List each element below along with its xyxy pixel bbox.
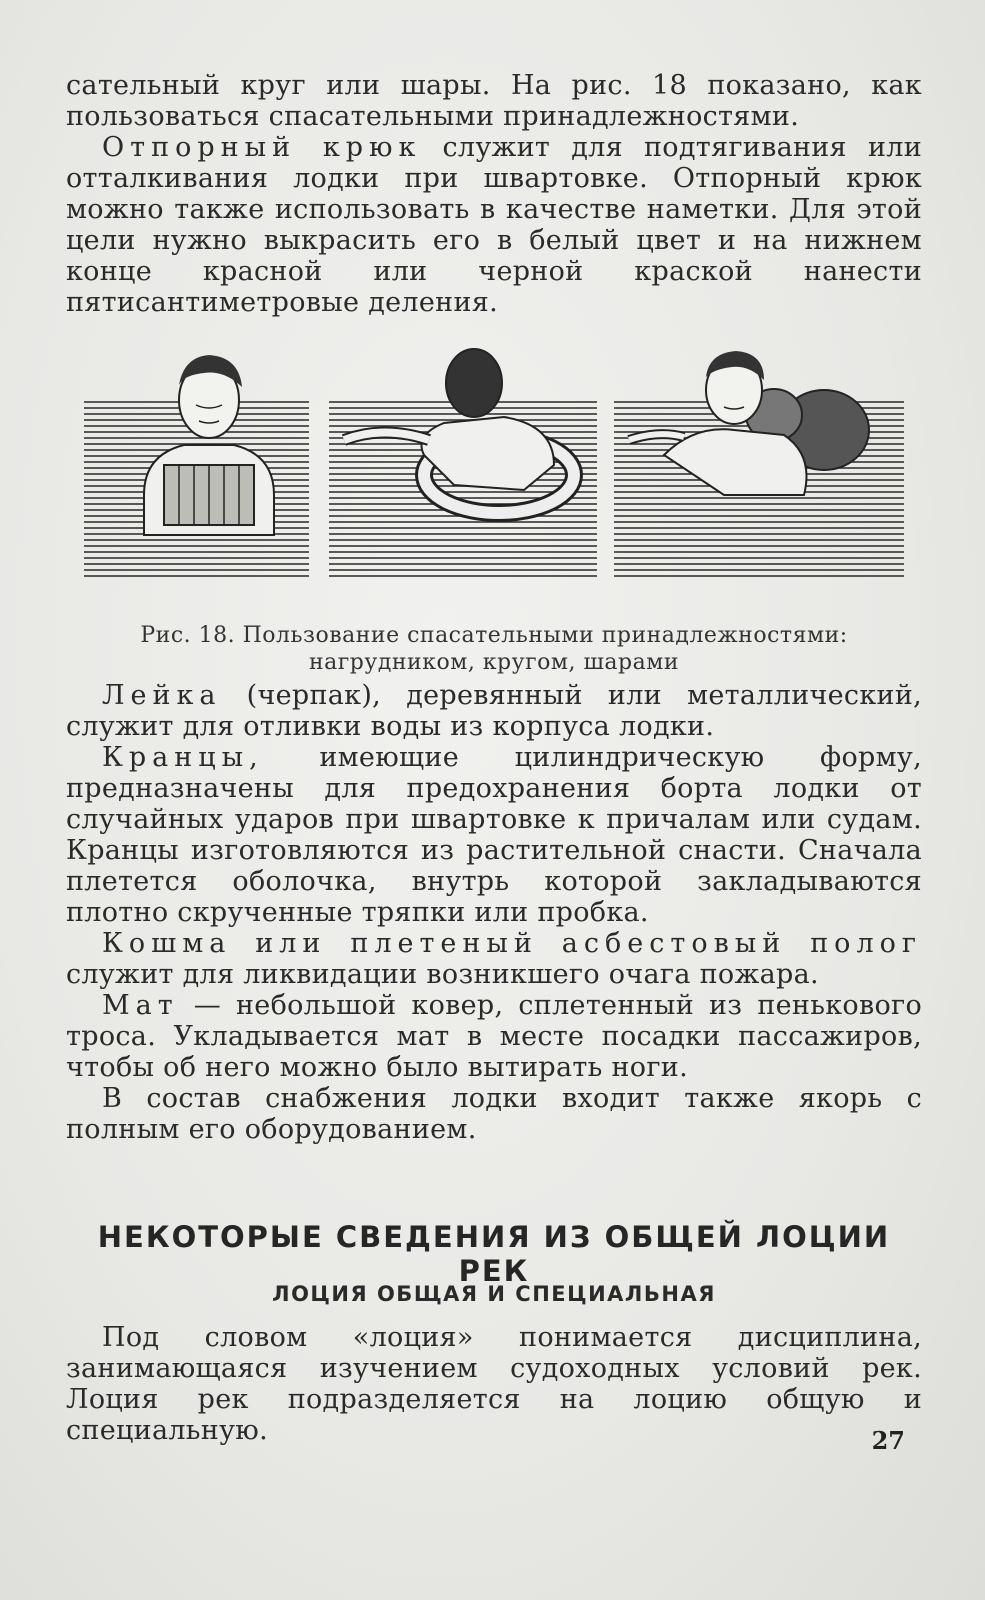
figure-caption — [66, 622, 922, 676]
anchor-paragraph: В состав снабжения лодки входит также якорь с полным его оборудованием. — [66, 1083, 922, 1145]
page-number: 27 — [871, 1426, 905, 1455]
section-title: НЕКОТОРЫЕ СВЕДЕНИЯ ИЗ ОБЩЕЙ ЛОЦИИ РЕК — [97, 1220, 891, 1288]
caption-line1: Рис. 18. Пользование спасательными принадлежностями: — [140, 623, 848, 648]
subsection-title: ЛОЦИЯ ОБЩАЯ И СПЕЦИАЛЬНАЯ — [272, 1282, 716, 1306]
bailer-paragraph — [66, 680, 922, 742]
figure-18-illustration — [84, 345, 904, 595]
mat-paragraph — [66, 990, 922, 1083]
caption-line2: нагрудником, кругом, шарами — [309, 650, 679, 675]
panel-life-vest — [84, 355, 309, 580]
mat-term: Мат — [102, 990, 179, 1021]
bailer-term: Лейка — [102, 680, 222, 711]
fenders-text: имеющие цилиндрическую форму, предназначены для предохранения борта лодки от случайных ударов при швартовке к причалам или судам. Кранцы изготовляются из растительной снасти. Сначала плетется оболочка, внутрь которой закладываются плотно скрученные тряпки или пробка. — [66, 742, 922, 928]
middle-text — [66, 680, 922, 1145]
felt-text: служит для ликвидации возникшего очага пожара. — [66, 959, 819, 990]
intro-paragraph: сательный круг или шары. На рис. 18 показано, как пользоваться спасательными принадлежностями. — [66, 70, 922, 132]
fenders-paragraph — [66, 742, 922, 928]
top-text — [66, 70, 922, 318]
panel-floats — [614, 351, 904, 580]
felt-paragraph — [66, 928, 922, 990]
panel-life-ring — [329, 349, 597, 580]
hook-text: служит для подтягивания или отталкивания лодки при швартовке. Отпорный крюк можно также использовать в качестве наметки. Для этой цели нужно выкрасить его в белый цвет и на нижнем конце красной или черной краской нанести пятисантиметровые деления. — [66, 132, 922, 318]
felt-term: Кошма или плетеный асбестовый полог — [102, 928, 922, 959]
bottom-text — [66, 1322, 922, 1446]
fenders-term: Кранцы, — [102, 742, 264, 773]
mat-text: — небольшой ковер, сплетенный из пенькового троса. Укладывается мат в месте посадки пассажиров, чтобы об него можно было вытирать ноги. — [66, 990, 922, 1083]
hook-paragraph — [66, 132, 922, 318]
hook-term: Отпорный крюк — [102, 132, 422, 163]
bailer-text: (черпак), деревянный или металлический, служит для отливки воды из корпуса лодки. — [66, 680, 922, 742]
pilotage-paragraph: Под словом «лоция» понимается дисциплина, занимающаяся изучением судоходных условий рек. Лоция рек подразделяется на лоцию общую и специальную. — [66, 1322, 922, 1446]
